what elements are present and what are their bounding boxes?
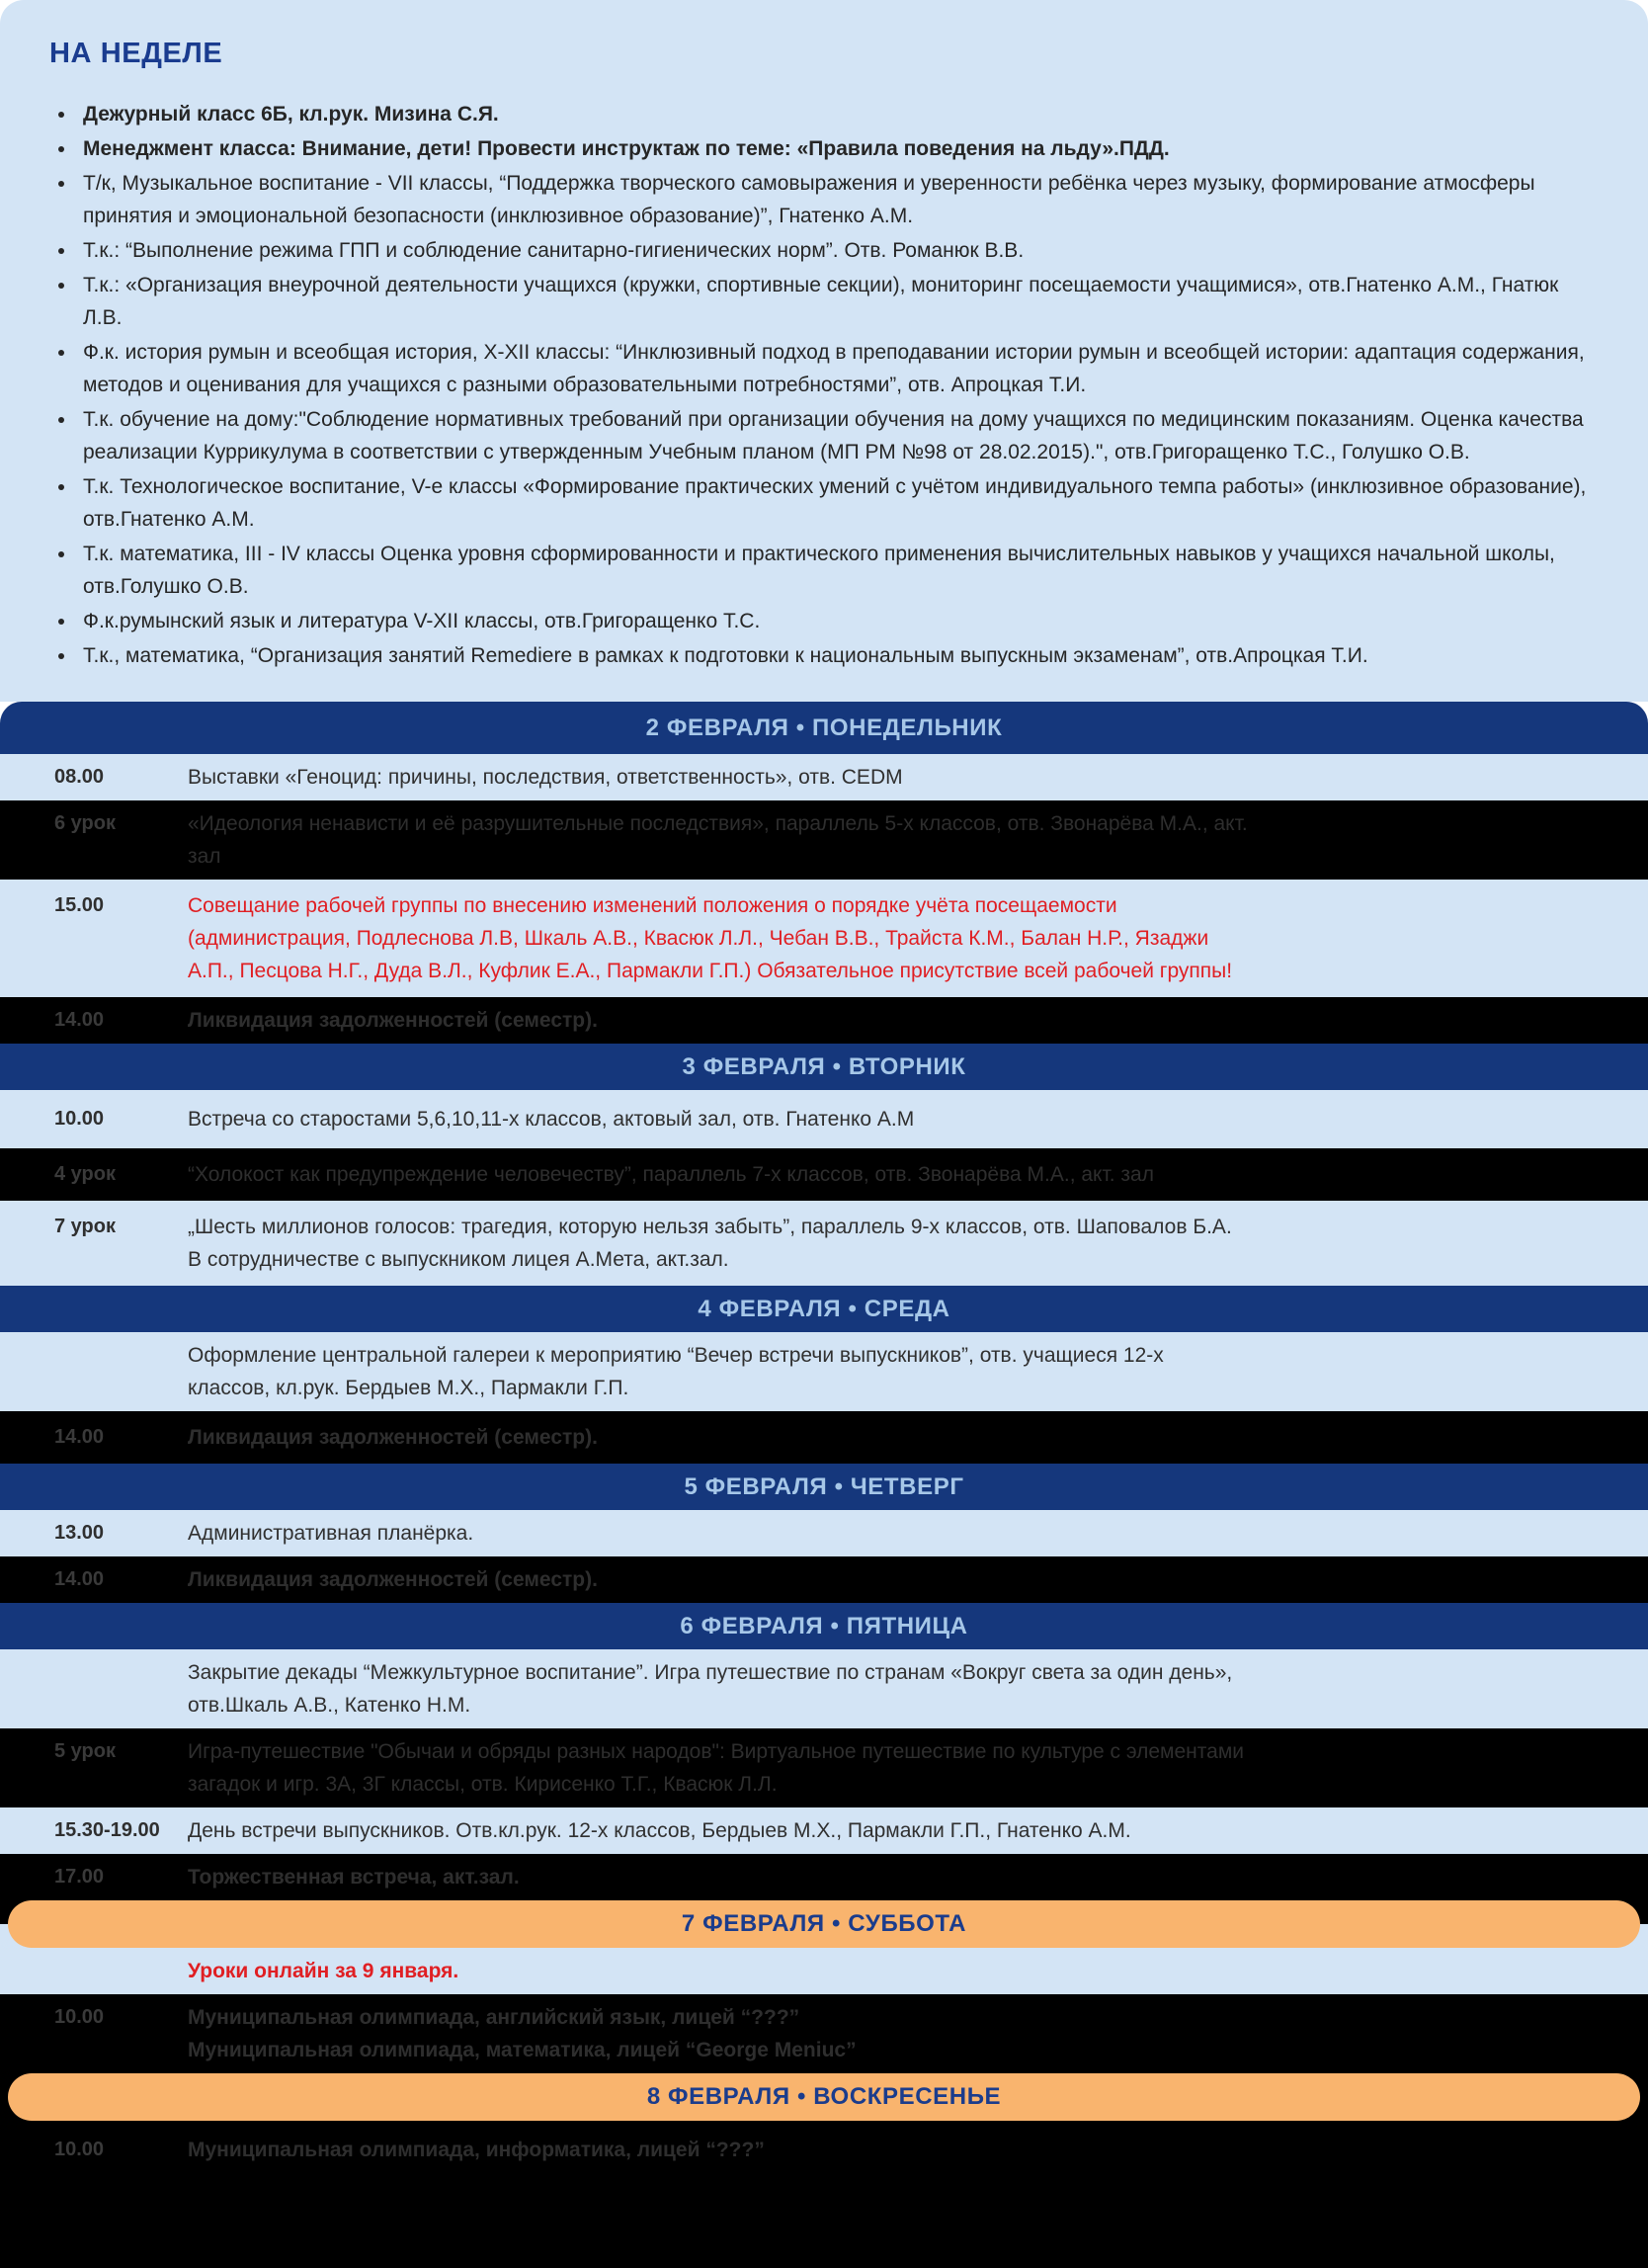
time-label: 13.00 bbox=[54, 1522, 105, 1544]
schedule-row bbox=[0, 1411, 1648, 1464]
time-label: 5 урок bbox=[54, 1740, 116, 1762]
schedule-row bbox=[0, 1854, 1648, 1900]
event-text: Муниципальная олимпиада, информатика, лицей “???” bbox=[188, 2139, 765, 2161]
time-label: 10.00 bbox=[54, 1108, 105, 1130]
schedule-row bbox=[0, 1649, 1648, 1728]
event-text: “Холокост как предупреждение человечеству”, параллель 7-х классов, отв. Звонарёва М.А., акт. зал bbox=[188, 1163, 1154, 1186]
schedule-row bbox=[0, 754, 1648, 800]
schedule-row bbox=[0, 1994, 1648, 2073]
week-note: • Т.к., математика, “Организация занятий Remediere в рамках к подготовки к национальным выпускным экзаменам”, отв.Апроцкая Т.И. bbox=[77, 639, 1587, 672]
time-label bbox=[0, 1948, 188, 1994]
event-text: Ликвидация задолженностей (семестр). bbox=[188, 1009, 598, 1032]
bottom-filler bbox=[0, 2179, 1648, 2268]
event-text: Муниципальная олимпиада, английский язык, лицей “???” Муниципальная олимпиада, математика, лицей “George Meniuc” bbox=[188, 2006, 857, 2061]
schedule-row bbox=[0, 1948, 1648, 1994]
day-header-friday: 6 ФЕВРАЛЯ • ПЯТНИЦА bbox=[0, 1603, 1648, 1649]
event-text: „Шесть миллионов голосов: трагедия, которую нельзя забыть”, параллель 9-х классов, отв. Шаповалов Б.А. В сотрудничестве с выпускником лицея А.Мета, акт.зал. bbox=[188, 1216, 1232, 1271]
week-notes-card bbox=[0, 0, 1648, 702]
week-note: • Ф.к. история румын и всеобщая история, X-XII классы: “Инклюзивный подход в преподавании истории румын и всеобщей истории: адаптация содержания, методов и оценивания для учащихся с разными образовательными потребностями”, отв. Апроцкая Т.И. bbox=[77, 336, 1587, 401]
event-text: Совещание рабочей группы по внесению изменений положения о порядке учёта посещаемости (администрация, Подлеснова Л.В, Шкаль А.В., Квасюк Л.Л., Чебан В.В., Трайста К.М., Балан Н.Р., Язаджи А.П., Песцова Н.Г., Дуда В.Л., Куфлик Е.А., Пармакли Г.П.) Обязательное присутствие всей рабочей группы! bbox=[188, 894, 1233, 982]
event-text: Ликвидация задолженностей (семестр). bbox=[188, 1426, 598, 1449]
time-label: 4 урок bbox=[54, 1163, 116, 1185]
time-label: 7 урок bbox=[54, 1216, 116, 1237]
day-header-sunday-wrap bbox=[0, 2073, 1648, 2121]
week-note: • Т/к, Музыкальное воспитание - VII классы, “Поддержка творческого самовыражения и уверенности ребёнка через музыку, формирование атмосферы принятия и эмоциональной безопасности (инклюзивное образование)”, Гнатенко А.М. bbox=[77, 167, 1587, 232]
time-label: 10.00 bbox=[54, 2139, 105, 2160]
week-note: • Ф.к.румынский язык и литература V-XII классы, отв.Григоращенко Т.С. bbox=[77, 605, 1587, 637]
day-header-wednesday: 4 ФЕВРАЛЯ • СРЕДА bbox=[0, 1286, 1648, 1332]
schedule-row bbox=[0, 997, 1648, 1044]
week-note: • Т.к.: «Организация внеурочной деятельности учащихся (кружки, спортивные секции), мониторинг посещаемости учащимися», отв.Гнатенко А.М., Гнатюк Л.В. bbox=[77, 269, 1587, 334]
schedule-row bbox=[0, 800, 1648, 880]
day-header-tuesday: 3 ФЕВРАЛЯ • ВТОРНИК bbox=[0, 1044, 1648, 1090]
event-text: Закрытие декады “Межкультурное воспитание”. Игра путешествие по странам «Вокруг света за один день», отв.Шкаль А.В., Катенко Н.М. bbox=[188, 1661, 1233, 1717]
event-text: «Идеология ненависти и её разрушительные последствия», параллель 5-х классов, отв. Звонарёва М.А., акт. зал bbox=[188, 812, 1248, 868]
event-text: Торжественная встреча, акт.зал. bbox=[188, 1866, 520, 1889]
schedule-row bbox=[0, 1510, 1648, 1556]
week-note: • Менеджмент класса: Внимание, дети! Провести инструктаж по теме: «Правила поведения на льду».ПДД. bbox=[77, 132, 1587, 165]
time-label bbox=[0, 1649, 188, 1728]
day-header-thursday: 5 ФЕВРАЛЯ • ЧЕТВЕРГ bbox=[0, 1464, 1648, 1510]
schedule-row bbox=[0, 1148, 1648, 1201]
schedule-row bbox=[0, 1201, 1648, 1286]
schedule-row bbox=[0, 2121, 1648, 2179]
time-label: 6 урок bbox=[54, 812, 116, 834]
event-text: Игра-путешествие "Обычаи и обряды разных народов": Виртуальное путешествие по культуре с элементами загадок и игр. 3А, 3Г классы, отв. Кирисенко Т.Г., Квасюк Л.Л. bbox=[188, 1740, 1245, 1796]
time-label: 14.00 bbox=[54, 1009, 105, 1031]
schedule-row bbox=[0, 1332, 1648, 1411]
week-note: • Т.к. математика, III - IV классы Оценка уровня сформированности и практического применения вычислительных навыков у учащихся начальной школы, отв.Голушко О.В. bbox=[77, 538, 1587, 603]
event-text: Выставки «Геноцид: причины, последствия, ответственность», отв. CEDM bbox=[188, 766, 903, 789]
day-header-sunday: 8 ФЕВРАЛЯ • ВОСКРЕСЕНЬЕ bbox=[8, 2073, 1640, 2121]
page-title: НА НЕДЕЛЕ bbox=[49, 38, 223, 69]
schedule-row bbox=[0, 1556, 1648, 1603]
day-header-saturday-wrap bbox=[0, 1900, 1648, 1948]
schedule-row bbox=[0, 1728, 1648, 1807]
week-note: • Т.к.: “Выполнение режима ГПП и соблюдение санитарно-гигиенических норм”. Отв. Романюк В.В. bbox=[77, 234, 1587, 267]
schedule-row bbox=[0, 1090, 1648, 1148]
week-notes-list bbox=[47, 98, 1601, 672]
event-text: Встреча со старостами 5,6,10,11-х классов, актовый зал, отв. Гнатенко А.М bbox=[188, 1108, 915, 1131]
day-header-saturday: 7 ФЕВРАЛЯ • СУББОТА bbox=[8, 1900, 1640, 1948]
week-note: • Дежурный класс 6Б, кл.рук. Мизина С.Я. bbox=[77, 98, 1587, 130]
day-header-monday: 2 ФЕВРАЛЯ • ПОНЕДЕЛЬНИК bbox=[0, 702, 1648, 754]
schedule-row bbox=[0, 880, 1648, 997]
time-label: 17.00 bbox=[54, 1866, 105, 1888]
time-label: 14.00 bbox=[54, 1568, 105, 1590]
time-label: 15.00 bbox=[54, 894, 105, 916]
event-text: Ликвидация задолженностей (семестр). bbox=[188, 1568, 598, 1591]
time-label: 15.30-19.00 bbox=[54, 1819, 160, 1841]
time-label bbox=[0, 1332, 188, 1411]
event-text: Уроки онлайн за 9 января. bbox=[188, 1960, 459, 1982]
time-label: 08.00 bbox=[54, 766, 105, 788]
week-note: • Т.к. обучение на дому:"Соблюдение нормативных требований при организации обучения на дому учащихся по медицинским показаниям. Оценка качества реализации Куррикулума в соответствии с утвержденным Учебным планом (МП РМ №98 от 28.02.2015).", отв.Григоращенко Т.С., Голушко О.В. bbox=[77, 403, 1587, 468]
time-label: 10.00 bbox=[54, 2006, 105, 2028]
time-label: 14.00 bbox=[54, 1426, 105, 1448]
week-note: • Т.к. Технологическое воспитание, V-е классы «Формирование практических умений с учётом индивидуального темпа работы» (инклюзивное образование), отв.Гнатенко А.М. bbox=[77, 470, 1587, 536]
schedule-row bbox=[0, 1807, 1648, 1854]
event-text: Оформление центральной галереи к мероприятию “Вечер встречи выпускников”, отв. учащиеся 12-х классов, кл.рук. Бердыев М.Х., Пармакли Г.П. bbox=[188, 1344, 1164, 1399]
event-text: Административная планёрка. bbox=[188, 1522, 474, 1545]
event-text: День встречи выпускников. Отв.кл.рук. 12-х классов, Бердыев М.Х., Пармакли Г.П., Гнатенко А.М. bbox=[188, 1819, 1131, 1842]
